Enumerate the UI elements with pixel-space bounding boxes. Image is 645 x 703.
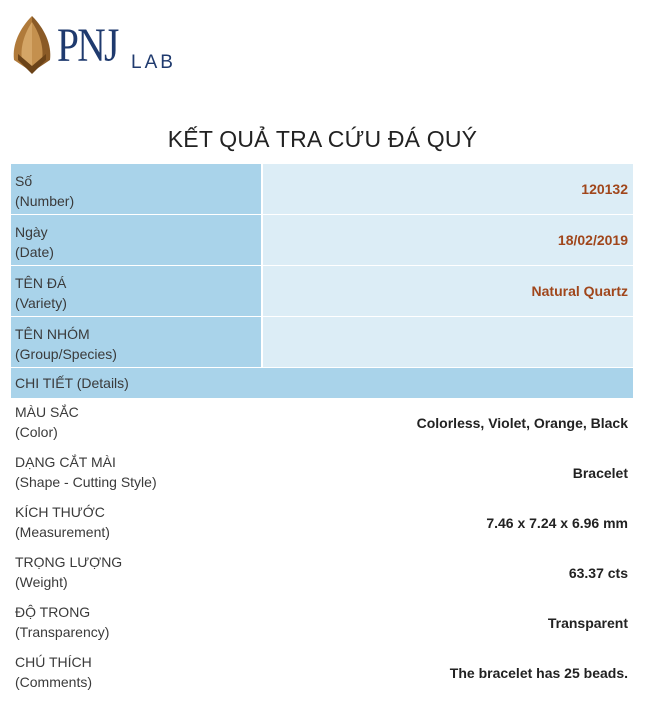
label-en: (Date) [15,244,54,260]
label-en: (Transparency) [15,624,110,640]
label-en: (Comments) [15,674,93,690]
label-vi: KÍCH THƯỚC [15,504,105,520]
row-number [11,164,633,215]
page-title: KẾT QUẢ TRA CỨU ĐÁ QUÝ [167,126,478,152]
detail-label [11,448,311,498]
logo-brand: PNJ [57,19,118,72]
pnj-fan-logo-icon [10,14,54,84]
detail-row-weight [11,548,633,598]
detail-label [11,598,311,648]
label-en: (Number) [15,193,75,209]
value-number: 120132 [263,164,633,214]
label-vi: TRỌNG LƯỢNG [15,554,123,570]
label-en: (Color) [15,424,58,440]
row-group [11,317,633,368]
detail-label [11,498,311,548]
detail-row-shape [11,448,633,498]
label-group [11,317,263,367]
detail-value-shape: Bracelet [572,465,628,481]
label-en: (Weight) [15,574,68,590]
detail-label [11,548,311,598]
label-vi: Ngày [15,224,48,240]
row-date [11,215,633,266]
label-vi: ĐỘ TRONG [15,604,91,620]
gem-result-table [11,164,633,698]
detail-label [11,648,311,698]
detail-value-comments: The bracelet has 25 beads. [449,665,628,681]
label-en: (Shape - Cutting Style) [15,474,157,490]
logo-wordmark [57,18,176,74]
detail-label [11,398,311,448]
label-vi: MÀU SẮC [15,404,79,420]
detail-value-weight: 63.37 cts [568,565,628,581]
detail-row-color [11,398,633,448]
value-group [263,317,633,367]
value-date: 18/02/2019 [263,215,633,265]
detail-row-comments [11,648,633,698]
detail-row-transparency [11,598,633,648]
label-date [11,215,263,265]
label-vi: Số [15,173,33,189]
pnj-lab-logo[interactable] [10,14,175,84]
label-variety [11,266,263,316]
value-variety: Natural Quartz [263,266,633,316]
label-vi: CHÚ THÍCH [15,654,92,670]
row-variety [11,266,633,317]
detail-value-measurement: 7.46 x 7.24 x 6.96 mm [486,515,628,531]
detail-value-transparency: Transparent [547,615,628,631]
label-en: (Measurement) [15,524,110,540]
label-vi: DẠNG CẮT MÀI [15,454,116,470]
label-vi: TÊN NHÓM [15,326,90,342]
detail-row-measurement [11,498,633,548]
label-en: (Group/Species) [15,346,117,362]
details-header: CHI TIẾT (Details) [11,368,633,398]
label-en: (Variety) [15,295,67,311]
logo-sub: LAB [131,52,176,73]
label-number [11,164,263,214]
label-vi: TÊN ĐÁ [15,275,67,291]
detail-value-color: Colorless, Violet, Orange, Black [416,415,628,431]
